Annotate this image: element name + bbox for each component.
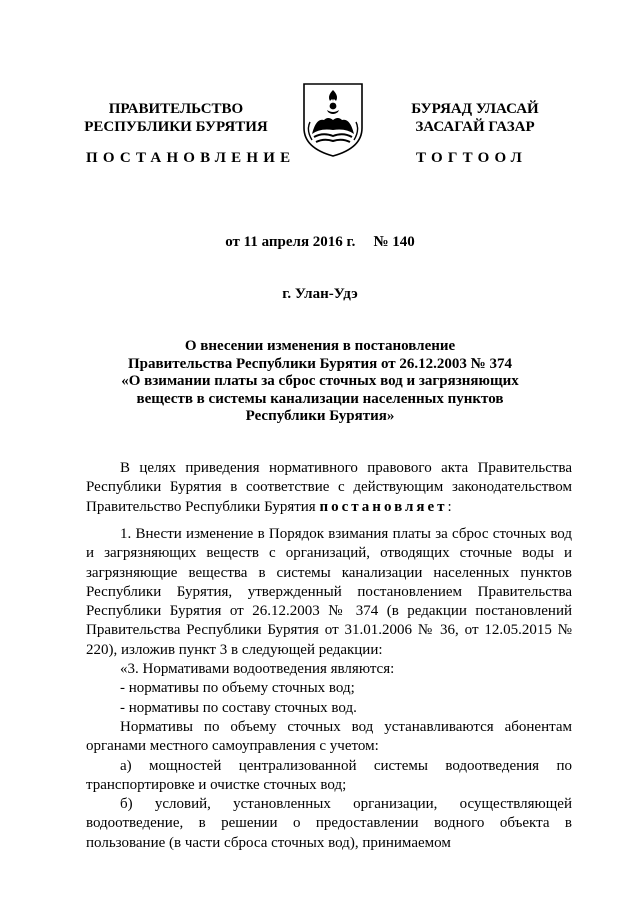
document-body [86,525,572,853]
government-name-ru [60,100,292,136]
decree-type-bua: ТОГТООЛ [416,150,527,166]
norms-paragraph: Нормативы по объему сточных вод устанавливаются абонентам органами местного самоуправления с учетом: [86,718,572,755]
coat-of-arms-icon [300,82,366,158]
preamble-colon: : [447,498,452,515]
preamble-verb: постановляет [319,498,448,515]
decree-number: № 140 [373,234,415,250]
preamble-text: В целях приведения нормативного правового акта Правительства Республики Бурятия в соответствие с действующим законодательством Правительство Республики Бурятия [86,460,572,515]
date-number-line [0,234,640,251]
decree-date: от 11 апреля 2016 г. [225,234,356,250]
document-title-line1: О внесении изменения в постановление [184,338,456,354]
bullet-volume: - нормативы по объему сточных вод; [120,680,355,697]
government-name-ru-line2: РЕСПУБЛИКИ БУРЯТИЯ [84,119,268,135]
preamble-paragraph [86,459,572,517]
government-name-bua [374,100,576,136]
preamble [86,459,572,517]
government-name-bua-line2: ЗАСАГАЙ ГАЗАР [415,119,535,135]
document-title-line2: Правительства Республики Бурятия от 26.12.2003 № 374 [127,355,512,372]
document-title-line3: «О взимании платы за сброс сточных вод и загрязняющих [121,373,519,389]
bullet-composition: - нормативы по составу сточных вод. [120,699,357,716]
coat-of-arms-emblem [300,82,366,158]
government-name-ru-line1: ПРАВИТЕЛЬСТВО [108,101,244,117]
item-1-paragraph: 1. Внести изменение в Порядок взимания платы за сброс сточных вод и загрязняющих веществ с организаций, отводящих сточные воды и загрязняющие вещества в системы канализации населенных пунктов Республики Бурятия, утвержденный постановлением Правительства Республики Бурятия от 26.12.2003 № 374 (в редакции постановлений Правительства Республики Бурятия от 31.01.2006 № 36, от 12.05.2015 № 220), изложив пункт 3 в следующей редакции: [86,526,572,658]
subitem-b: б) условий, установленных организации, осуществляющей водоотведение, в решении о предоставлении водного объекта в пользование (в части сброса сточных вод), принимаемом [86,796,572,851]
document-title-line4: веществ в системы канализации населенных пунктов [136,390,504,407]
city: г. Улан-Удэ [282,286,358,302]
document-title [90,338,550,426]
document-title-line5: Республики Бурятия» [245,408,395,424]
subitem-a: а) мощностей централизованной системы водоотведения по транспортировке и очистке сточных вод; [86,757,572,793]
quote-intro: «3. Нормативами водоотведения являются: [120,661,395,678]
decree-type-ru: ПОСТАНОВЛЕНИЕ [86,150,296,166]
government-name-bua-line1: БУРЯАД УЛАСАЙ [411,101,539,117]
